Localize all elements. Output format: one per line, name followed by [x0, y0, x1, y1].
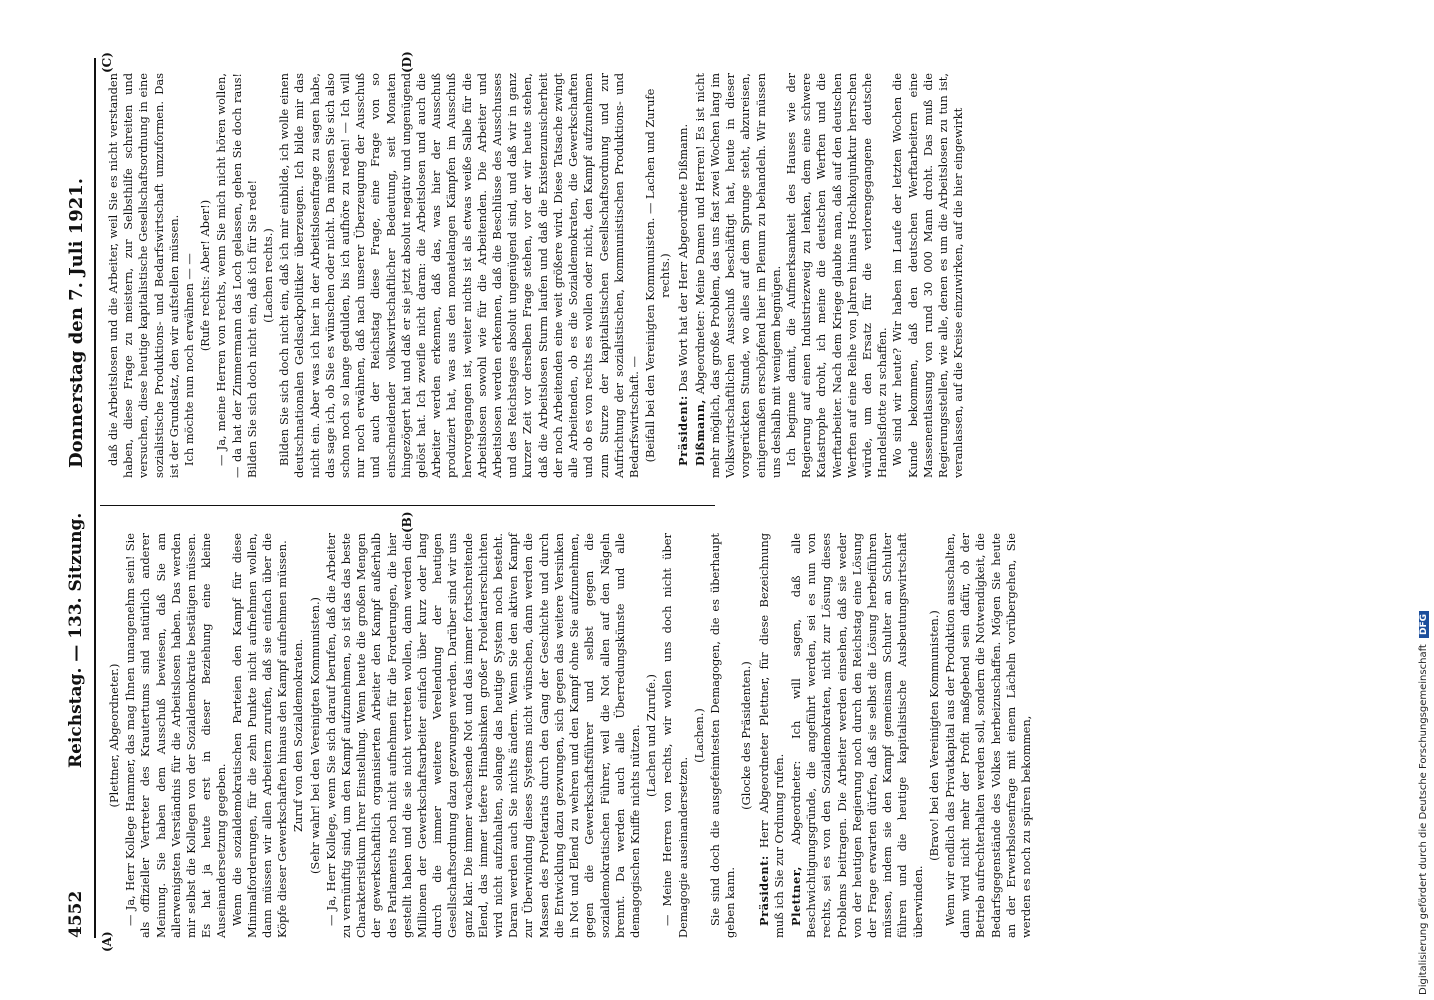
paragraph	[324, 533, 643, 938]
interjection	[644, 533, 659, 938]
paragraph-text: (Lachen rechts.)	[261, 228, 276, 323]
paragraph-text: daß die Arbeitslosen und die Arbeiter, weil Sie es nicht verstanden haben, diese Frage zu meistern, zur Selbsthilfe schreiten und versuchen, diese heutige kapitalistische Gesellschaftsordnung in eine sozialistische Produktions- und Bedarfswirtschaft umzuformen. Das ist der Grundsatz, den wir aufstellen müssen.	[106, 73, 181, 478]
paragraph	[890, 73, 966, 478]
right-column	[106, 73, 966, 478]
page-number: 4552	[66, 890, 86, 938]
paragraph-text: (Rufe rechts: Aber! Aber!)	[198, 199, 213, 352]
paragraph-text: Herr Abgeordneter Plettner, für diese Bezeichnung muß ich Sie zur Ordnung rufen.	[756, 533, 786, 938]
paragraph-text: — Ja, Herr Kollege Hammer, das mag Ihnen unangenehm sein! Sie als offizieller Vertreter des Krautertums sind natürlich anderer Meinung. Sie haben dem Ausschuß bewiesen, daß Sie am allerwenigsten Verständnis für die Arbeitslosen haben. Das werden mir selbst die Kollegen von der Sozialdemokratie bestätigen müssen. Es hat ja heute erst in dieser Beziehung eine kleine Auseinandersetzung gegeben.	[123, 533, 229, 938]
session-title: Reichstag. — 133. Sitzung.	[66, 512, 86, 768]
paragraph	[943, 533, 1034, 938]
paragraph-text: Das Wort hat der Herr Abgeordnete Dißmann.	[675, 123, 690, 396]
session-date: Donnerstag den 7. Juli 1921.	[66, 177, 87, 468]
paragraph-text: — Meine Herren von rechts, wir wollen uns doch nicht über Demagogie auseinandersetzen.	[660, 533, 690, 938]
paragraph-text: Abgeordneter: Meine Damen und Herren! Es ist nicht mehr möglich, das große Problem, das uns fast zwei Wochen lang im Volkswirtschaftlichen Ausschuß beschäftigt hat, heute in dieser vorgerückten Stunde, wo alles auf dem Sprunge steht, abzureisen, einigermaßen erschöpfend hier im Plenum zu behandeln. Wir müssen uns deshalb mit wenigem begnügen.	[692, 73, 783, 478]
credit-text: Digitalisierung gefördert durch die Deutsche Forschungsgemeinschaft	[1418, 644, 1429, 995]
interjection	[643, 73, 673, 478]
paragraph-text: (Sehr wahr! bei den Vereinigten Kommunisten.)	[307, 596, 322, 875]
paragraph	[277, 73, 642, 478]
speaker-paragraph	[693, 73, 784, 478]
margin-marker-b: (B)	[400, 511, 414, 533]
speaker-name: Plettner,	[788, 866, 803, 926]
paragraph-text: Sie sind doch die ausgefeimtesten Demagogen, die es überhaupt geben kann.	[707, 533, 738, 938]
paragraph-text: (Plettner, Abgeordneter.)	[107, 663, 121, 808]
digitization-credit	[1418, 5, 1432, 995]
paragraph-text: Wenn die sozialdemokratischen Parteien den Kampf für diese Minimalforderungen, für die zehn Punkte nicht aufnehmen wollen, dann müssen wir allen Arbeitern zurufen, daß sie einfach über die Köpfe dieser Gewerkschaften hinaus den Kampf aufnehmen müssen.	[229, 533, 290, 938]
paragraph-text: Wo sind wir heute? Wir haben im Laufe der letzten Wochen die Kunde bekommen, daß den deutschen Werftarbeitern eine Massenentlassung von rund 30 000 Mann droht. Das muß die Regierungsstellen, wie alle, denen es um die Arbeitslosen zu tun ist, veranlassen, auf die Kreise einzuwirken, auf die hier eingewirkt	[890, 73, 966, 478]
speaker-name: Präsident:	[756, 855, 771, 926]
paragraph-text: (Bravo! bei den Vereinigten Kommunisten.)	[926, 610, 941, 861]
interjection	[261, 73, 276, 478]
paragraph	[106, 73, 182, 478]
interjection	[308, 533, 323, 938]
speaker-paragraph	[676, 73, 691, 478]
interjection	[692, 533, 707, 938]
paragraph-text: Wenn wir endlich das Privatkapital aus der Produktion ausschalten, dann wird nicht mehr der Profit maßgebend sein dafür, ob der Betrieb aufrechterhalten werden soll, sondern die Notwendigkeit, die Bedarfsgegenstände des Volkes herbeizuschaffen. Mögen Sie heute an der Erwerbslosenfrage mit einem Lächeln vorübergehen, Sie werden es noch zu spüren bekommen,	[942, 533, 1033, 938]
interjection	[291, 533, 306, 938]
paragraph	[230, 533, 291, 938]
margin-marker-c: (C)	[100, 52, 114, 73]
page-header	[60, 58, 96, 938]
paragraph	[660, 533, 690, 938]
speaker-paragraph	[757, 533, 787, 938]
interjection	[107, 533, 122, 938]
interjection	[927, 533, 942, 938]
paragraph	[784, 73, 890, 478]
paragraph-text: — Ja, meine Herren von rechts, wenn Sie mich nicht hören wollen, — da hat der Zimmermann das Loch gelassen, gehen Sie doch raus! Bilden Sie sich doch nicht ein, daß ich für Sie rede!	[214, 73, 259, 478]
left-column	[106, 533, 1033, 938]
margin-marker-d: (D)	[400, 51, 414, 73]
paragraph-text: — Ja, Herr Kollege, wenn Sie sich darauf berufen, daß die Arbeiter zu vernünftig sind, um den Kampf aufzunehmen, so ist das das beste Charakteristikum Ihrer Einstellung. Wenn heute die großen Mengen der gewerkschaftlich organisierten Arbeiter den Kampf außerhalb des Parlaments noch nicht aufnehmen für die Forderungen, die hier gestellt haben und die sie nicht vertreten wollen, dann werden die Millionen der Gewerkschaftsarbeiter einfach über kurz oder lang durch die immer weitere Verelendung der heutigen Gesellschaftsordnung dazu gezwungen werden. Darüber sind wir uns ganz klar. Die immer wachsende Not und das immer fortschreitende Elend, das immer tiefere Hinabsinken großer Proletarierschichten wird nicht aufzuhalten, solange das heutige System noch besteht. Daran werden auch Sie nichts ändern. Wenn Sie den aktiven Kampf zur Überwindung dieses Systems nicht wünschen, dann werden die Massen des Proletariats durch den Gang der Geschichte und durch die Entwicklung dazu gezwungen, sich gegen das weitere Versinken in Not und Elend zu wehren und den Kampf ohne Sie aufzunehmen, gegen die Gewerkschaftsführer und selbst gegen die sozialdemokratischen Führer, weil die Not allen auf den Nägeln brennt. Da werden auch alle Überredungskünste und alle demagogischen Kniffe nichts nützen.	[323, 533, 642, 938]
speaker-name: Dißmann,	[692, 399, 707, 466]
interjection	[198, 73, 213, 478]
paragraph-text: (Lachen und Zurufe.)	[644, 674, 659, 797]
paragraph-text: (Glocke des Präsidenten.)	[739, 661, 754, 810]
paragraph	[708, 533, 738, 938]
paragraph-text: Ich möchte nun noch erwähnen — —	[182, 253, 197, 466]
speaker-name: Präsident:	[675, 395, 690, 466]
margin-marker-a: (A)	[100, 931, 114, 952]
paragraph-text: Ich beginne damit, die Aufmerksamkeit des Hauses wie der Regierung auf einen Industriezweig zu lenken, dem eine schwere Katastrophe droht, ich meine die deutschen Werften und die Werftarbeiter. Nach dem Kriege glaubte man, daß auf den deutschen Werften auf eine Reihe von Jahren hinaus Hochkonjunktur herrschen würde, um den Ersatz für die verlorengegangene deutsche Handelsflotte zu schaffen.	[783, 73, 890, 478]
interjection	[739, 533, 754, 938]
paragraph	[123, 533, 229, 938]
paragraph-text: Abgeordneter: Ich will sagen, daß alle Beschwichtigungsgründe, die angeführt werden, sei es nun von rechts, sei es von den Sozialdemokraten, nicht zur Lösung dieses Problems beitragen. Die Arbeiter werden einsehen, daß sie weder von der heutigen Regierung noch durch den Reichstag eine Lösung der Frage erwarten dürfen, daß sie selbst die Lösung herbeiführen müssen, indem sie den Kampf gemeinsam Schulter an Schulter führen und die heutige kapitalistische Ausbeutungswirtschaft überwinden.	[788, 533, 925, 938]
paragraph-text: (Beifall bei den Vereinigten Kommunisten. — Lachen und Zurufe rechts.)	[643, 88, 673, 463]
column-divider	[100, 505, 715, 506]
dfg-logo: DFG	[1419, 611, 1429, 638]
speaker-paragraph	[789, 533, 926, 938]
paragraph-text: Bilden Sie sich doch nicht ein, daß ich mir einbilde, ich wolle einen deutschnationalen Geldsackpolitiker überzeugen. Ich bilde mir das nicht ein. Aber was ich hier in der Arbeitslosenfrage zu sagen habe, das sage ich, ob Sie es wünschen oder nicht. Da müssen Sie sich also schon noch so lange gedulden, bis ich aufhöre zu reden! — Ich will nur noch erwähnen, daß nach unserer Überzeugung der Ausschuß und auch der Reichstag diese Frage, eine Frage von so einschneidender volkswirtschaftlicher Bedeutung, seit Monaten hingezögert hat und daß er sie jetzt absolut negativ und ungenügend gelöst hat. Ich zweifle nicht daran: die Arbeitslosen und auch die Arbeiter werden erkennen, daß das, was hier der Ausschuß produziert hat, was aus den monatelangen Kämpfen im Ausschuß hervorgegangen ist, weiter nichts ist als etwas weiße Salbe für die Arbeitslosen sowohl wie für die Arbeitenden. Die Arbeiter und Arbeitslosen werden erkennen, daß die Beschlüsse des Ausschusses und des Reichstages absolut ungenügend sind, und daß wir in ganz kurzer Zeit vor derselben Frage stehen, vor der wir heute stehen, daß die Arbeitslosen Sturm laufen und daß die Existenzunsicherheit der noch Arbeitenden eine weit größere wird. Diese Tatsache zwingt alle Arbeitenden, ob es die Sozialdemokraten, die Gewerkschaften und ob es von rechts es wollen oder nicht, den Kampf aufzunehmen zum Sturze der kapitalistischen Gesellschaftsordnung und zur Aufrichtung der sozialistischen, kommunistischen Produktions- und Bedarfswirtschaft. —	[277, 73, 641, 478]
paragraph	[214, 73, 260, 478]
paragraph	[182, 73, 197, 478]
rotated-text-frame	[60, 51, 1380, 952]
paragraph-text: Zuruf von den Sozialdemokraten.	[291, 639, 306, 832]
paragraph-text: (Lachen.)	[691, 708, 706, 763]
